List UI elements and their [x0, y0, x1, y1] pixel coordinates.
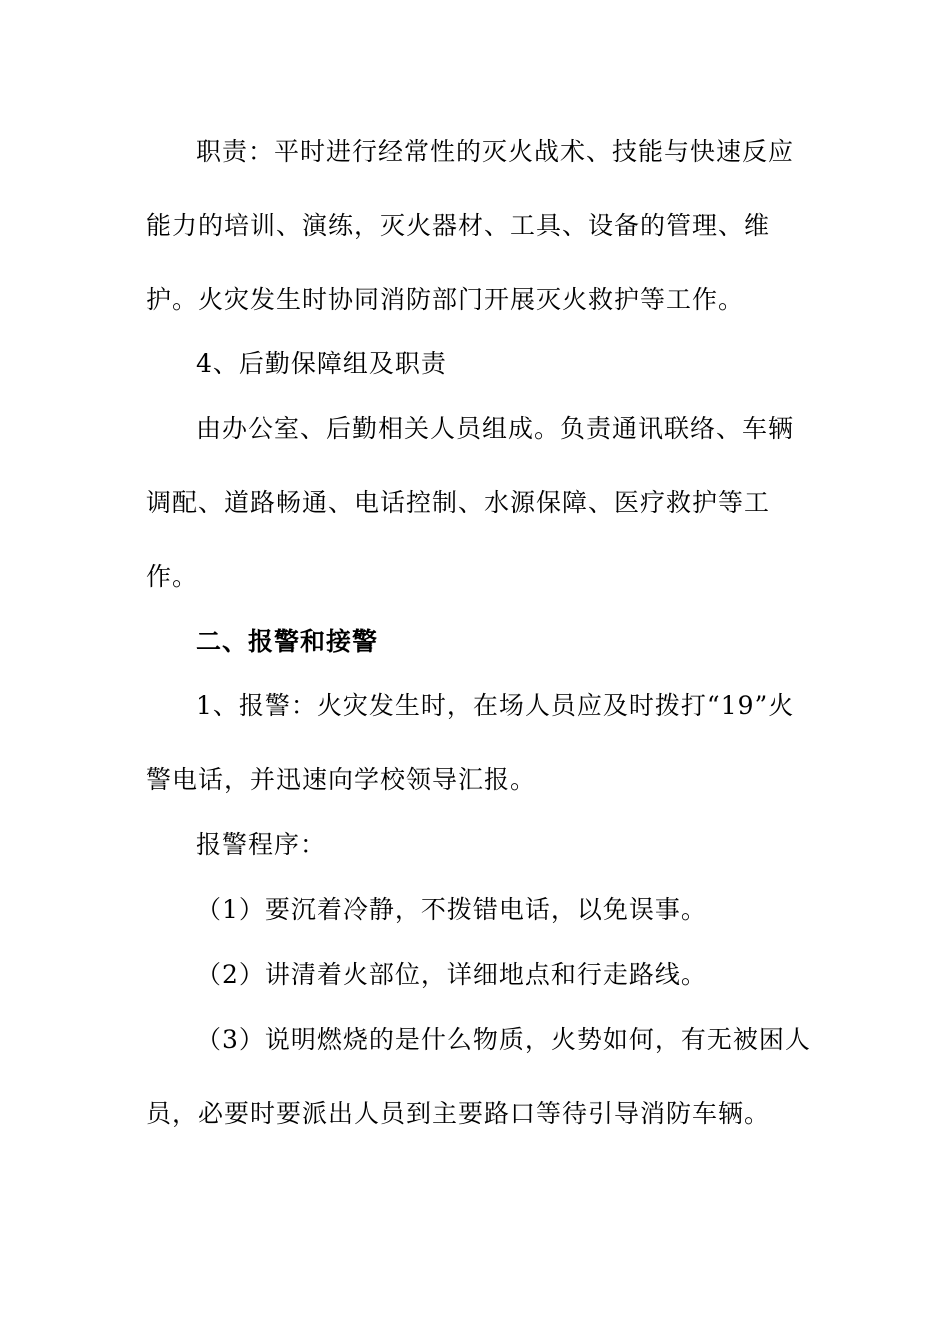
chapter-heading-alarm: 二、报警和接警 — [196, 627, 379, 656]
procedure-item-1: （1）要沉着冷静，不拨错电话，以免误事。 — [196, 895, 707, 924]
paragraph-duties-line-1: 职责：平时进行经常性的灭火战术、技能与快速反应 — [196, 137, 795, 166]
procedure-item-2: （2）讲清着火部位，详细地点和行走路线。 — [196, 960, 707, 989]
paragraph-logistics-line-1: 由办公室、后勤相关人员组成。负责通讯联络、车辆 — [196, 414, 795, 443]
procedure-item-3-line-2: 员，必要时要派出人员到主要路口等待引导消防车辆。 — [146, 1099, 771, 1128]
paragraph-logistics-line-2: 调配、道路畅通、电话控制、水源保障、医疗救护等工 — [146, 488, 771, 517]
paragraph-alarm-line-2: 警电话，并迅速向学校领导汇报。 — [146, 765, 537, 794]
paragraph-alarm-line-1: 1、报警：火灾发生时，在场人员应及时拨打“19”火 — [196, 691, 795, 720]
paragraph-logistics-line-3: 作。 — [146, 562, 199, 591]
paragraph-duties-line-3: 护。火灾发生时协同消防部门开展灭火救护等工作。 — [146, 285, 745, 314]
alarm-procedure-label: 报警程序： — [196, 830, 327, 859]
paragraph-duties-line-2: 能力的培训、演练，灭火器材、工具、设备的管理、维 — [146, 211, 771, 240]
procedure-item-3-line-1: （3）说明燃烧的是什么物质，火势如何，有无被困人 — [196, 1025, 811, 1054]
section-heading-logistics: 4、后勤保障组及职责 — [196, 349, 447, 378]
